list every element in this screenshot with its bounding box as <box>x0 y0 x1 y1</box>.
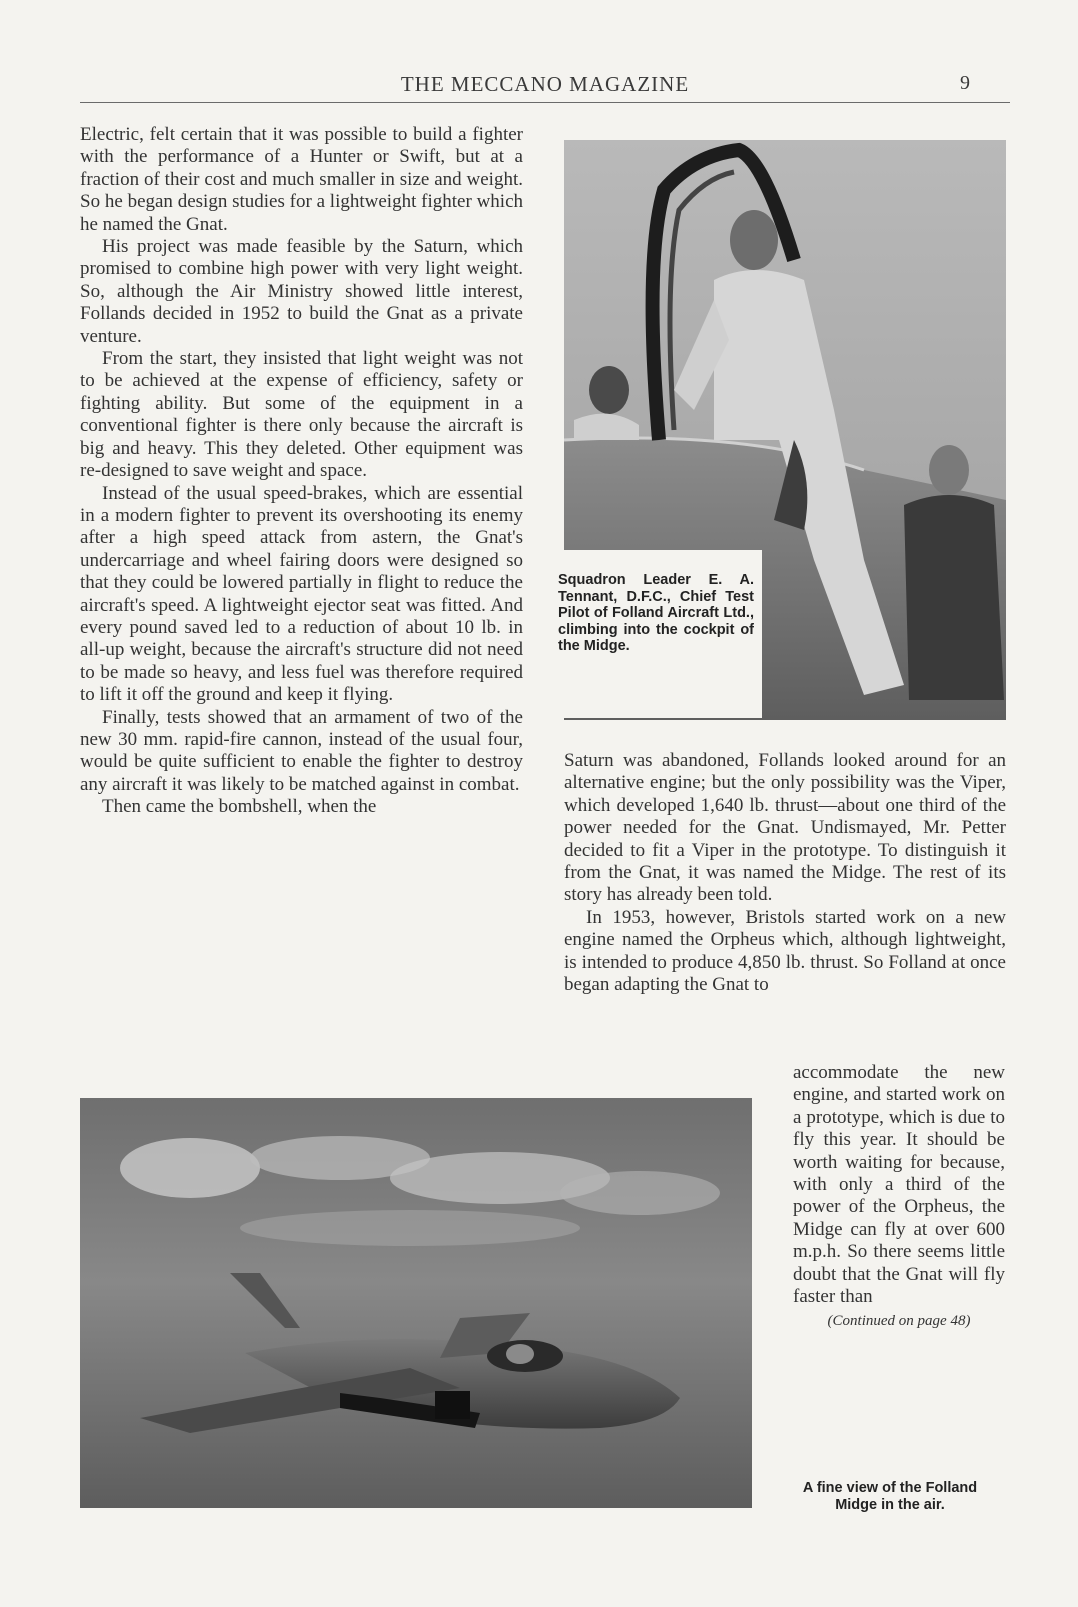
paragraph: accommodate the new engine, and started work on a prototype, which is due to fly this year. It should be worth waiting for because, with only a third of the power of the Orpheus, the Midge can fly at over 600 m.p.h. So there seems little doubt that the Gnat will fly faster than <box>793 1062 1005 1308</box>
right-column <box>564 750 1006 996</box>
paragraph: Finally, tests showed that an armament of two of the new 30 mm. rapid-fire cannon, instead of the usual four, would be quite sufficient to enable the fighter to destroy any aircraft it was likely to be matched against in combat. <box>80 706 523 795</box>
aircraft-photo-caption: A fine view of the Folland Midge in the air. <box>802 1480 978 1513</box>
continued-note: (Continued on page 48) <box>827 1313 971 1330</box>
paragraph: His project was made feasible by the Saturn, which promised to combine high power with very light weight. So, although the Air Ministry showed little interest, Follands decided in 1952 to build the Gnat as a private venture. <box>80 236 523 347</box>
paragraph: From the start, they insisted that light weight was not to be achieved at the expense of efficiency, safety or fighting ability. But some of the equipment in a conventional fighter is there only because the aircraft is big and heavy. This they deleted. Other equipment was re-designed to save weight and space. <box>80 348 523 482</box>
page-number: 9 <box>960 72 970 94</box>
narrow-column <box>793 1062 1005 1333</box>
paragraph: In 1953, however, Bristols started work on a new engine named the Orpheus which, although lightweight, is intended to produce 4,850 lb. thrust. So Folland at once began adapting the Gnat to <box>564 906 1006 996</box>
pilot-photo-caption: Squadron Leader E. A. Tennant, D.F.C., Chief Test Pilot of Folland Aircraft Ltd., climbing into the cockpit of the Midge. <box>558 550 762 718</box>
aircraft-photo <box>80 1098 752 1508</box>
paragraph: Then came the bombshell, when the <box>102 796 377 818</box>
magazine-title: THE MECCANO MAGAZINE <box>400 72 690 96</box>
running-header <box>80 72 1010 103</box>
left-column <box>80 124 523 819</box>
paragraph: Electric, felt certain that it was possible to build a fighter with the performance of a Hunter or Swift, but at a fraction of their cost and much smaller in size and weight. So he began design studies for a lightweight fighter which he named the Gnat. <box>80 124 523 235</box>
paragraph: Instead of the usual speed-brakes, which are essential in a modern fighter to prevent its overshooting its enemy after a high speed attack from astern, the Gnat's undercarriage and wheel fairing doors were designed so that they could be lowered partially in flight to reduce the aircraft's speed. A lightweight ejector seat was fitted. And every pound saved led to a reduction of about 10 lb. in all-up weight, because the aircraft's structure did not need to be made so heavy, and less fuel was therefore required to lift it off the ground and keep it flying. <box>80 482 523 706</box>
paragraph: Saturn was abandoned, Follands looked around for an alternative engine; but the only possibility was the Viper, which developed 1,640 lb. thrust—about one third of the power needed for the Gnat. Undismayed, Mr. Petter decided to fit a Viper in the prototype. To distinguish it from the Gnat, it was named the Midge. The rest of its story has already been told. <box>564 750 1006 906</box>
